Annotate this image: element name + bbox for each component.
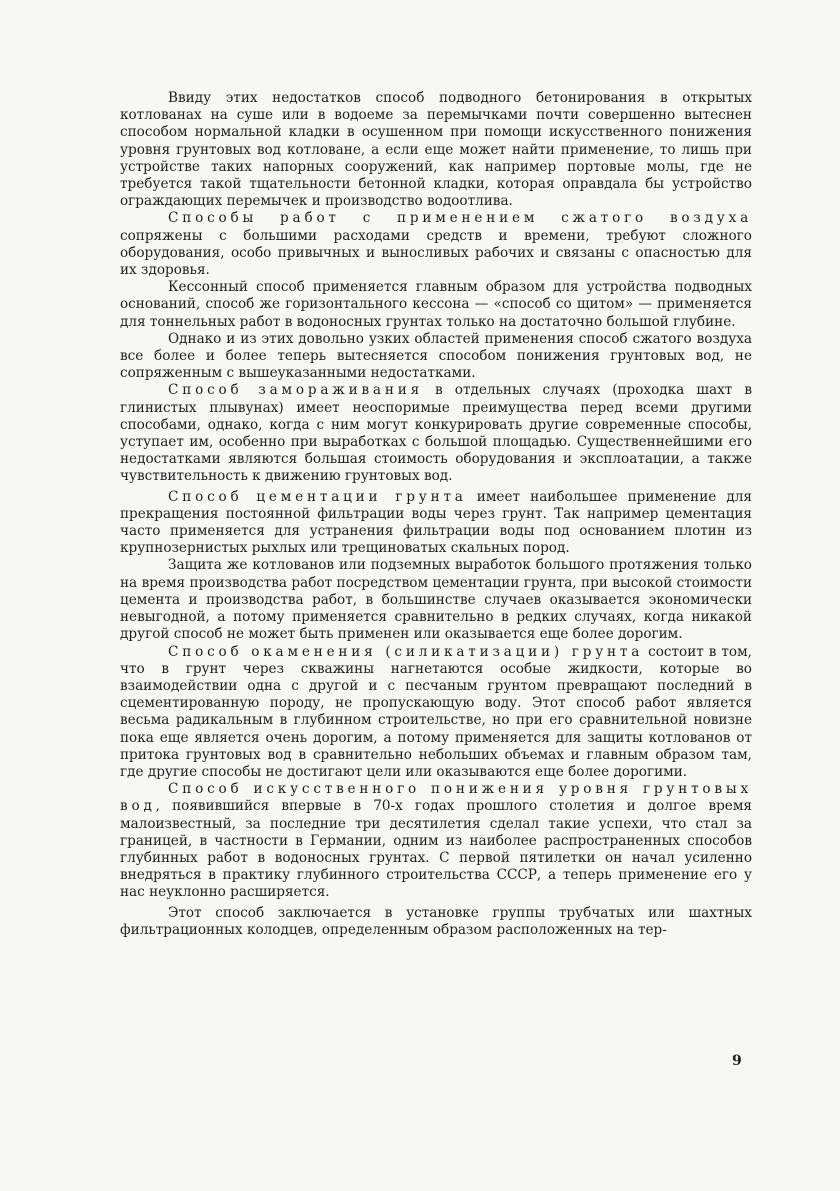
spaced-term: Способ замораживания bbox=[168, 382, 423, 399]
paragraph-text: Кессонный способ применяется главным образом для устройства подводных оснований, способ же горизонтального кессона — «способ со щитом» — применяется для тоннельных работ в водоносных грунтах только на достаточно большой глубине. bbox=[120, 279, 752, 330]
paragraph-text: имеет наибольшее применение для прекращения постоянной фильтрации воды через грунт. Так например цементация часто применяется для устранения фильтрации воды под основанием плотин из крупнозернистых рыхлых или трещиноватых скальных пород. bbox=[120, 488, 752, 557]
spaced-term: Способ окаменения (силикатизации) грунта bbox=[168, 643, 644, 660]
paragraph-1 bbox=[120, 90, 752, 210]
body-text bbox=[120, 90, 752, 939]
paragraph-text: , появившийся впервые в 70-х годах прошлого столетия и долгое время малоизвестный, за последние три десятилетия сделал такие успехи, что стал за границей, в частности в Германии, одним из наиболее распространенных способов глубинных работ в водоносных грунтах. С первой пятилетки он начал усиленно внедряться в практику глубинного строительства СССР, а теперь применение его у нас неуклонно расширяется. bbox=[120, 798, 752, 901]
paragraph-8 bbox=[120, 644, 752, 782]
spaced-term: Способы работ с применением сжатого воздуха bbox=[168, 210, 752, 227]
page-number: 9 bbox=[732, 1053, 742, 1069]
paragraph-10 bbox=[120, 905, 752, 939]
paragraph-4 bbox=[120, 331, 752, 383]
paragraph-text: в отдельных случаях (проходка шахт в глинистых плывунах) имеет неоспоримые преимущества перед всеми другими способами, однако, когда с ним могут конкурировать другие современные способы, уступает им, особенно при выработках с большой площадью. Существеннейшими его недостатками являются большая стоимость оборудования и эксплоатации, а также чувствительность к движению грунтовых вод. bbox=[120, 382, 752, 485]
spaced-term: Способ цементации грунта bbox=[168, 488, 467, 505]
paragraph-text: Ввиду этих недостатков способ подводного бетонирования в открытых котлованах на суше или в водоеме за перемычками почти совершенно вытеснен способом нормальной кладки в осушенном при помощи искусственного понижения уровня грунтовых вод котловане, а если еще может найти применение, то лишь при устройстве таких напорных сооружений, как например портовые молы, где не требуется такой тщательности бетонной кладки, которая оправдала бы устройство ограждающих перемычек и производство водоотлива. bbox=[120, 90, 752, 210]
paragraph-5 bbox=[120, 382, 752, 485]
paragraph-text: состоит в том, что в грунт через скважины нагнетаются особые жидкости, которые во взаимодействии одна с другой и с песчаным грунтом превращают последний в сцементированную породу, не пропускающую воду. Этот способ работ является весьма радикальным в глубинном строительстве, но при его сравнительной новизне пока еще является очень дорогим, а потому применяется для защиты котлованов от притока грунтовых вод в сравнительно небольших объемах и главным образом там, где другие способы не достигают цели или оказываются еще более дорогими. bbox=[120, 643, 752, 780]
paragraph-6 bbox=[120, 489, 752, 558]
paragraph-text: Однако и из этих довольно узких областей применения способ сжатого воздуха все более и более теперь вытесняется способом понижения грунтовых вод, не сопряженным с вышеуказанными недостатками. bbox=[120, 330, 752, 382]
paragraph-7 bbox=[120, 557, 752, 643]
paragraph-3 bbox=[120, 279, 752, 331]
spaced-term: Способ искусственного понижения уровня грунтовых вод bbox=[120, 781, 752, 815]
paragraph-2 bbox=[120, 210, 752, 279]
paragraph-text: Этот способ заключается в установке группы трубчатых или шахтных фильтрационных колодцев, определенным образом расположенных на тер- bbox=[120, 904, 752, 938]
paragraph-text: Защита же котлованов или подземных выработок большого протяжения только на время производства работ посредством цементации грунта, при высокой стоимости цемента и производства работ, в большинстве случаев оказывается экономически невыгодной, а потому применяется сравнительно в редких случаях, когда никакой другой способ не может быть применен или оказывается еще более дорогим. bbox=[120, 557, 752, 643]
paragraph-9 bbox=[120, 781, 752, 901]
paragraph-text: сопряжены с большими расходами средств и времени, требуют сложного оборудования, особо привычных и выносливых рабочих и связаны с опасностью для их здоровья. bbox=[120, 227, 752, 279]
